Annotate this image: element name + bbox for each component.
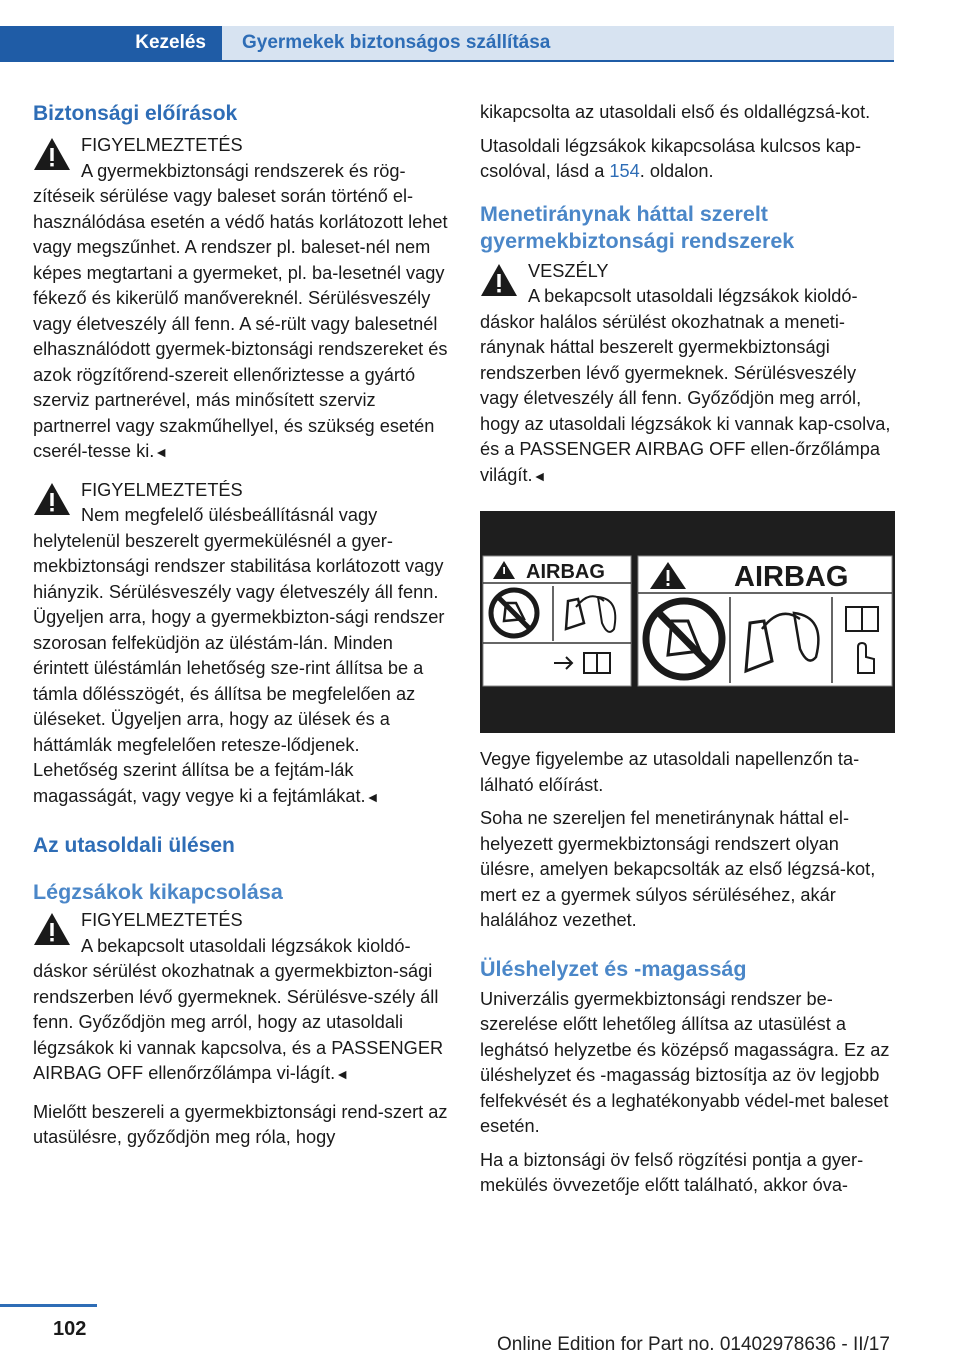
danger-text: dáskor halálos sérülést okozhatnak a meneti-ránynak háttal beszerelt gyermekbiztonsági rendszerben lévő gyermeknek. Sérülésveszély vagy életveszély áll fenn. Győződjön meg arról, hogy az utasoldali légzsákok ki vannak kap-csolva, és a PASSENGER AIRBAG OFF ellen-őrzőlámpa világít. — [480, 311, 891, 485]
warning-text: dáskor sérülést okozhatnak a gyermekbizton-sági rendszerben lévő gyermeknek. Sérülésve-szély áll fenn. Győződjön meg arról, hogy az utasoldali légzsákok ki vannak kapcsolva, és a PASSENGER AIRBAG OFF ellenőrzőlámpa vi-lágít. — [33, 961, 444, 1083]
paragraph-text: . oldalon. — [639, 161, 714, 181]
warning-lead: A gyermekbiztonsági rendszerek és rög- — [81, 160, 406, 181]
danger-lead: A bekapcsolt utasoldali légzsákok kioldó- — [528, 286, 858, 306]
right-column — [480, 100, 896, 1207]
warning-title: FIGYELMEZTETÉS — [81, 479, 243, 500]
heading-rear-facing: Menetiránynak háttal szerelt gyermekbiztonsági rendszerek — [480, 201, 795, 253]
warning-triangle-icon — [480, 263, 518, 297]
page-link[interactable]: 154 — [609, 161, 640, 181]
chapter-tab[interactable]: Gyermekek biztonságos szállítása — [222, 26, 894, 60]
header-rule — [0, 60, 894, 62]
left-column — [33, 100, 449, 1159]
footer-rule — [0, 1304, 97, 1307]
paragraph: Ha a biztonsági öv felső rögzítési pontja a gyer-mekülés övvezetője előtt található, akkor óva- — [480, 1149, 864, 1195]
heading-passenger-seat: Az utasoldali ülésen — [33, 834, 235, 857]
heading-seat-position: Üléshelyzet és -magasság — [480, 956, 747, 981]
end-mark: ◄ — [365, 788, 380, 805]
airbag-label-large-text: AIRBAG — [734, 561, 849, 593]
warning-block-1 — [33, 133, 449, 466]
paragraph-with-link — [480, 134, 896, 185]
airbag-label-image — [480, 511, 895, 733]
airbag-label-large — [638, 556, 892, 686]
paragraph: Soha ne szereljen fel menetiránynak háttal el-helyezett gyermekbiztonsági rendszert olyan ülésre, amelyen bekapcsolták az első légzsá-kot, mert ez a gyermek súlyos sérüléséhez, akár halálához vezethet. — [480, 808, 876, 930]
heading-airbag-deactivation: Légzsákok kikapcsolása — [33, 880, 283, 904]
paragraph: kikapcsolta az utasoldali első és oldallégzsá-kot. — [480, 102, 871, 122]
warning-lead: A bekapcsolt utasoldali légzsákok kioldó- — [81, 935, 411, 956]
footer-edition: Online Edition for Part no. 01402978636 - II/17 — [497, 1334, 890, 1355]
paragraph: Mielőtt beszereli a gyermekbiztonsági rend-szert az utasülésre, győződjön meg róla, hogy — [33, 1101, 448, 1147]
warning-text: zítéseik sérülése vagy baleset során történő el-használódása esetén a védő hatás korlátozott lehet vagy megszűnhet. A rendszer pl. baleset-nél nem képes megtartani a gyermeket, pl. ba-lesetnél vagy fékező és kikerülő manővereknél. Sérülésveszély vagy életveszély áll fenn. A sé-rült vagy balesetnél elhasználódott gyermek-biztonsági rendszereket és azok rögzítőrend-szereit ellenőriztesse a gyártó szerviz partnerével, más minősített szerviz partnerrel vagy szakműhellyel, és szükség esetén cserél-tesse ki. — [33, 186, 448, 461]
warning-lead: Nem megfelelő ülésbeállításnál vagy — [81, 505, 378, 525]
warning-text: helytelenül beszerelt gyermekülésnél a gyer-mekbiztonsági rendszer stabilitása korlátozott vagy hiányzik. Sérülésveszély vagy életveszély áll fenn. Ügyeljen arra, hogy a gyermekbizton-sági rendszer szorosan felfeküdjön az üléstám-lán. Minden érintett üléstámlán lehetőség sze-rint állítsa be a támla dőlésszögét, és állítsa be megfelelően az üléseket. Ügyeljen arra, hogy az ülések és a háttámlák megfelelően retesze-lődjenek. Lehetőség szerint állítsa be a fejtám-lák magasságát, vagy vegye ki a fejtámlákat. — [33, 530, 445, 806]
warning-title: FIGYELMEZTETÉS — [81, 135, 243, 155]
paragraph: Vegye figyelembe az utasoldali napellenzőn ta-lálható előírást. — [480, 749, 860, 795]
end-mark: ◄ — [335, 1066, 350, 1082]
paragraph-text: Utasoldali légzsákok kikapcsolása kulcsos kap-csolóval, lásd a — [480, 135, 862, 181]
page-number: 102 — [53, 1318, 87, 1340]
warning-triangle-icon — [33, 137, 71, 171]
warning-triangle-icon — [33, 482, 71, 516]
warning-triangle-icon — [33, 912, 71, 946]
end-mark: ◄ — [532, 467, 547, 484]
warning-title: FIGYELMEZTETÉS — [81, 910, 243, 930]
airbag-label-small — [483, 556, 631, 686]
danger-block — [480, 259, 896, 490]
warning-block-3 — [33, 908, 449, 1088]
end-mark: ◄ — [154, 444, 169, 460]
airbag-label-small-text: AIRBAG — [526, 561, 605, 583]
warning-block-2 — [33, 478, 449, 811]
page-header — [0, 26, 960, 62]
danger-title: VESZÉLY — [528, 260, 609, 281]
heading-safety-rules: Biztonsági előírások — [33, 102, 238, 125]
paragraph: Univerzális gyermekbiztonsági rendszer be-szerelése előtt lehetőleg állítsa az utasülést a leghátsó helyzetbe és középső magasságra. Ez az üléshelyzet és -magasság biztosítja az öv legjobb felfekvését és a leghatékonyabb védel-met baleset esetén. — [480, 988, 890, 1136]
section-tab[interactable]: Kezelés — [0, 26, 222, 60]
